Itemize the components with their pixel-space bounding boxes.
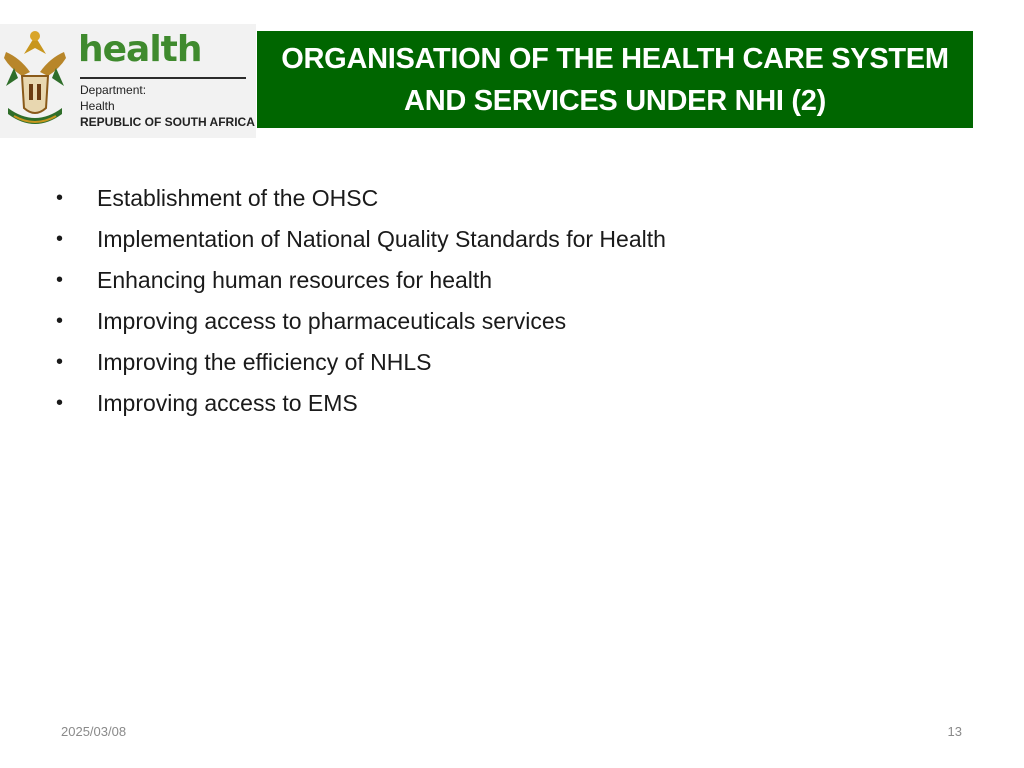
- logo-health-label: Health: [80, 99, 115, 113]
- logo-country-label: REPUBLIC OF SOUTH AFRICA: [80, 115, 255, 129]
- department-logo: [0, 24, 256, 138]
- page-number: 13: [947, 724, 962, 739]
- bullet-text: Implementation of National Quality Standards for Health: [97, 226, 666, 252]
- bullet-icon: •: [56, 351, 64, 373]
- bullet-item: [56, 342, 666, 383]
- bullet-icon: •: [56, 310, 64, 332]
- bullet-list: [56, 178, 666, 424]
- footer-date: 2025/03/08: [61, 724, 127, 739]
- bullet-text: Enhancing human resources for health: [97, 267, 493, 293]
- logo-divider: [80, 77, 246, 79]
- coat-of-arms-icon: [0, 28, 70, 134]
- bullet-item: [56, 383, 666, 424]
- slide-title-line-2: AND SERVICES UNDER NHI (2): [404, 84, 826, 117]
- bullet-item: [56, 260, 666, 301]
- slide-title: [281, 38, 948, 122]
- bullet-icon: •: [56, 269, 64, 291]
- logo-wordmark: health: [78, 29, 202, 70]
- slide-title-banner: [257, 31, 973, 128]
- bullet-icon: •: [56, 187, 64, 209]
- bullet-text: Improving access to pharmaceuticals services: [97, 308, 567, 334]
- bullet-item: [56, 219, 666, 260]
- bullet-item: [56, 178, 666, 219]
- bullet-icon: •: [56, 228, 64, 250]
- bullet-text: Improving the efficiency of NHLS: [97, 349, 432, 375]
- slide-title-line-1: ORGANISATION OF THE HEALTH CARE SYSTEM: [281, 42, 949, 75]
- bullet-text: Establishment of the OHSC: [97, 185, 379, 211]
- logo-department-label: Department:: [80, 83, 147, 97]
- bullet-icon: •: [56, 392, 64, 414]
- bullet-text: Improving access to EMS: [97, 390, 358, 416]
- bullet-item: [56, 301, 666, 342]
